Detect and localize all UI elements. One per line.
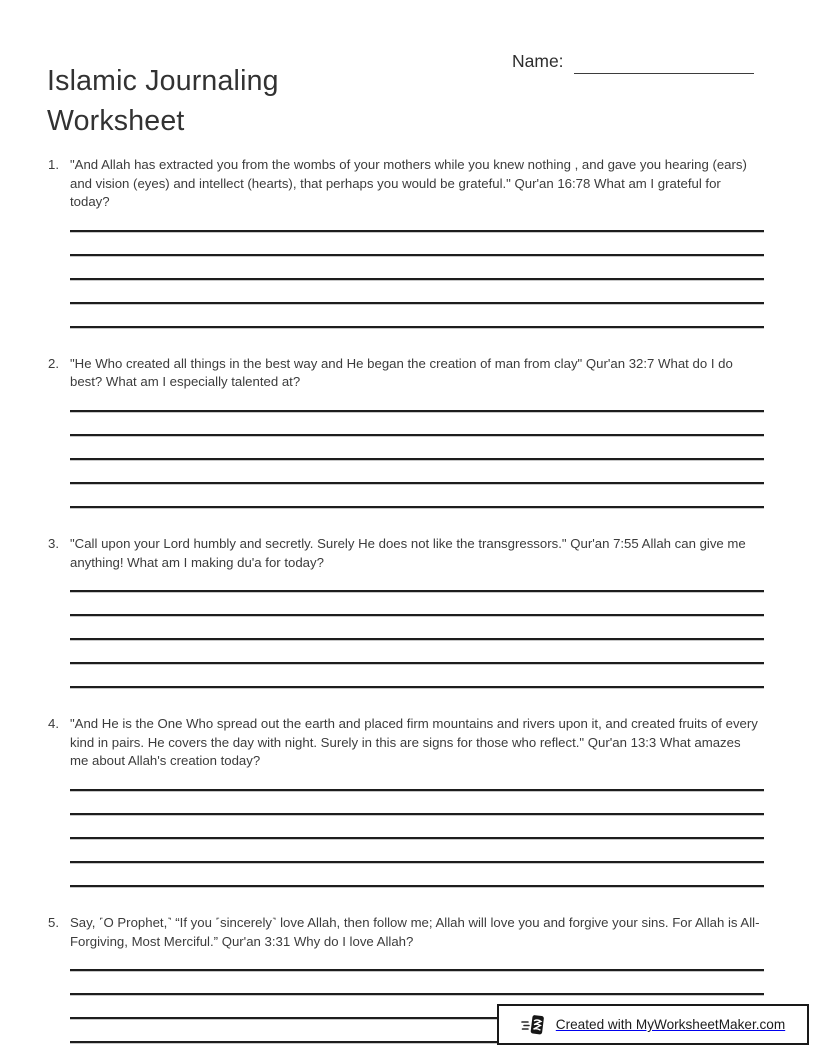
question-number: 4.: [48, 716, 59, 732]
question-block: [48, 535, 764, 688]
question-text: Say, ˹O Prophet,˺ “If you ˹sincerely˺ love Allah, then follow me; Allah will love you and forgive your sins. For Allah is All-Forgiving, Most Merciful.” Qur'an 3:31 Why do I love Allah?: [70, 914, 760, 949]
question-number: 2.: [48, 355, 59, 371]
answer-line: [70, 304, 764, 328]
answer-line: [70, 460, 764, 484]
page-title: Islamic Journaling Worksheet: [47, 65, 279, 138]
answer-line: [70, 436, 764, 460]
answer-line: [70, 232, 764, 256]
answer-line: [70, 256, 764, 280]
question-text: "And He is the One Who spread out the earth and placed firm mountains and rivers upon it, and created fruits of every kind in pairs. He covers the day with night. Surely in this are signs for those who reflect." Qur'an 13:3 What amazes me about Allah's creation today?: [70, 716, 758, 769]
answer-line: [70, 664, 764, 688]
answer-line: [70, 412, 764, 436]
answer-line: [70, 640, 764, 664]
answer-lines: [70, 212, 764, 328]
answer-line: [70, 771, 764, 791]
name-blank-line: [574, 49, 754, 74]
question-text: "He Who created all things in the best way and He began the creation of man from clay" Qur'an 32:7 What do I do best? What am I especially talented at?: [70, 355, 733, 390]
watermark-text: Created with MyWorksheetMaker.com: [555, 1017, 786, 1032]
answer-line: [70, 971, 764, 995]
question-number: 5.: [48, 914, 59, 930]
answer-line: [70, 212, 764, 232]
flying-worksheet-logo-icon: [521, 1012, 547, 1038]
answer-line: [70, 616, 764, 640]
answer-line: [70, 572, 764, 592]
answer-line: [70, 592, 764, 616]
answer-line: [70, 791, 764, 815]
question-block: [48, 355, 764, 508]
name-field: [512, 48, 754, 74]
answer-lines: [70, 572, 764, 688]
answer-lines: [70, 771, 764, 887]
question-block: [48, 156, 764, 328]
answer-lines: [70, 392, 764, 508]
question-block: [48, 715, 764, 887]
answer-line: [70, 1043, 764, 1056]
answer-line: [70, 951, 764, 971]
watermark-badge[interactable]: [497, 1004, 809, 1045]
answer-line: [70, 484, 764, 508]
question-number: 3.: [48, 535, 59, 551]
answer-line: [70, 815, 764, 839]
answer-line: [70, 280, 764, 304]
question-number: 1.: [48, 157, 59, 172]
answer-line: [70, 839, 764, 863]
answer-line: [70, 863, 764, 887]
name-label: Name:: [512, 51, 564, 71]
question-text: "And Allah has extracted you from the wombs of your mothers while you knew nothing , and gave you hearing (ears) and vision (eyes) and intellect (hearts), that perhaps you would be grateful." Qur'an 16:78 What am I grateful for today?: [70, 157, 747, 210]
question-text: "Call upon your Lord humbly and secretly. Surely He does not like the transgressors." Qur'an 7:55 Allah can give me anything! What am I making du'a for today?: [70, 535, 746, 570]
question-list: [48, 156, 764, 1056]
answer-line: [70, 392, 764, 412]
